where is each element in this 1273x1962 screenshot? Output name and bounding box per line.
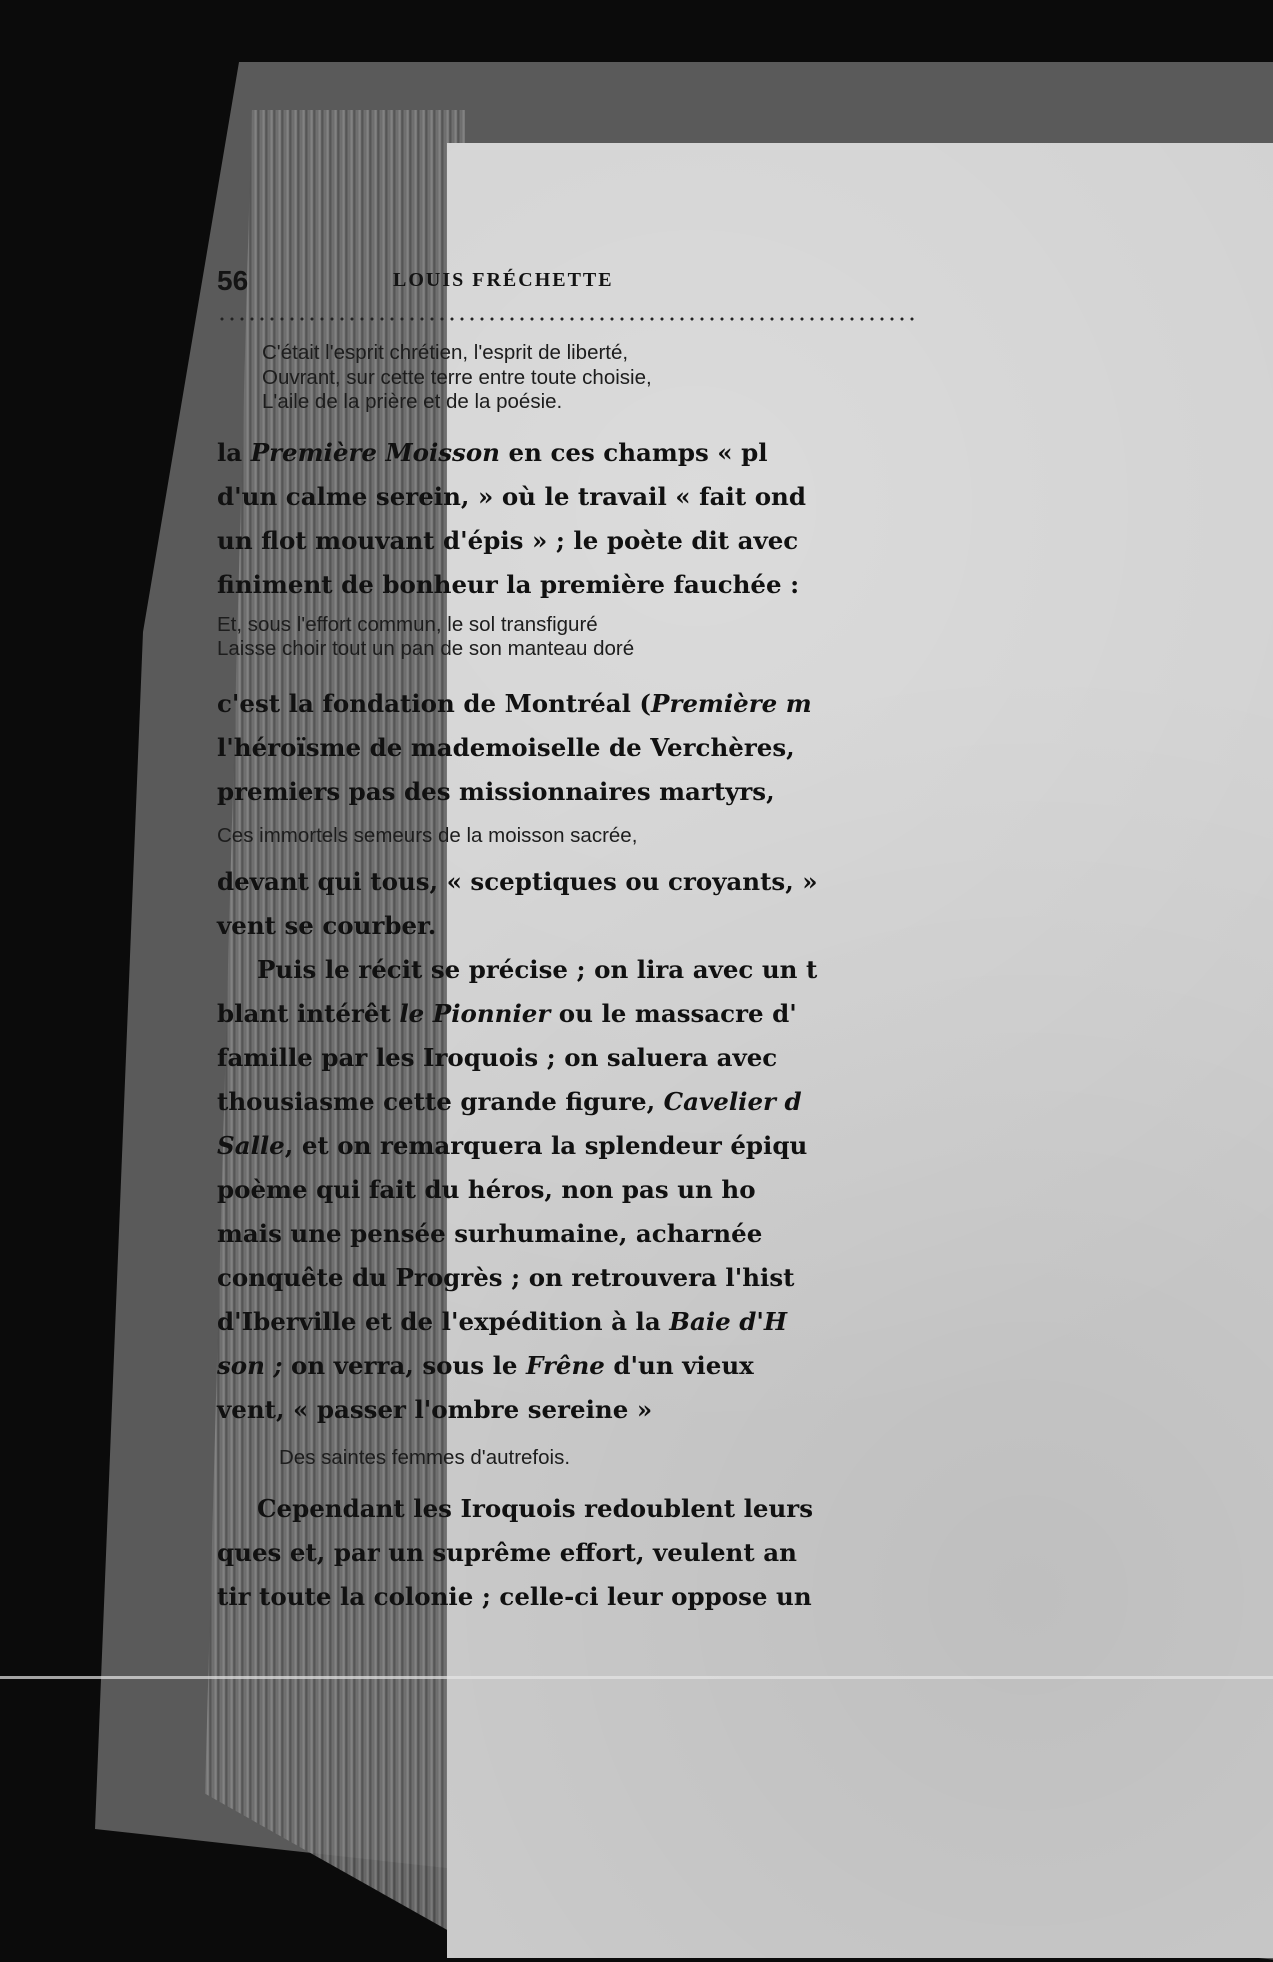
text-line [217,431,857,475]
text-segment: blant intérêt [217,999,400,1028]
text-line [217,992,857,1036]
text-segment: mais une pensée surhumaine, acharnée [217,1219,763,1248]
scan-artifact-line [0,1676,1273,1679]
verse-quote-3 [217,824,857,849]
paragraph-5 [217,1487,857,1619]
verse-line: Et, sous l'effort commun, le sol transfiguré [217,612,598,636]
text-line [217,860,857,904]
verse-quote-4 [217,1446,857,1471]
text-segment: thousiasme cette grande figure, [217,1087,664,1116]
text-segment: d'un vieux [604,1351,754,1380]
text-segment: la [217,437,251,467]
text-segment: Baie d'H [669,1307,788,1336]
text-line [217,1124,857,1168]
text-segment: Cependant les Iroquois redoublent leurs [257,1493,813,1523]
text-segment: l'héroïsme de mademoiselle de Verchères, [217,732,795,762]
text-segment: famille par les Iroquois ; on saluera avec [217,1043,778,1072]
text-segment: on verra, sous le [282,1351,527,1380]
text-line [217,1080,857,1124]
text-line [217,1487,857,1531]
text-segment: Frêne [526,1351,605,1380]
paragraph-3 [217,860,857,948]
text-segment: son ; [217,1351,283,1380]
dotted-rule [217,317,917,321]
text-line [217,563,857,607]
text-line [217,682,857,726]
text-line [217,1388,857,1432]
verse-quote-1 [217,341,857,415]
running-head: LOUIS FRÉCHETTE [393,269,614,291]
text-segment: conquête du Progrès ; on retrouvera l'hist [217,1263,795,1292]
text-segment: Cavelier d [663,1087,802,1116]
text-segment: Salle [217,1131,285,1160]
text-line [217,519,857,563]
verse-quote-2 [217,613,857,662]
text-line [217,1036,857,1080]
text-segment: ques et, par un suprême effort, veulent an [217,1537,797,1567]
text-segment: ou le massacre d' [550,999,797,1028]
text-line [217,770,857,814]
verse-line: Ouvrant, sur cette terre entre toute choisie, [262,365,652,389]
page-number: 56 [217,265,249,296]
text-line [217,1168,857,1212]
text-segment: Première m [651,688,812,718]
text-segment: Première Moisson [250,437,500,467]
text-line [217,1212,857,1256]
verse-line: L'aile de la prière et de la poésie. [262,390,563,413]
paragraph-2 [217,682,857,814]
verse-line: Des saintes femmes d'autrefois. [279,1446,571,1469]
paragraph-1 [217,431,857,607]
page-header [217,265,857,305]
text-segment: finiment de bonheur la première fauchée : [217,569,800,599]
text-segment: c'est la fondation de Montréal ( [217,688,652,718]
text-segment: d'un calme serein, » où le travail « fait ond [217,481,806,511]
text-segment: devant qui tous, « sceptiques ou croyants, » [217,867,818,896]
text-segment: d'Iberville et de l'expédition à la [217,1307,670,1336]
text-segment: vent, « passer l'ombre sereine » [217,1395,653,1424]
verse-line: Laisse choir tout un pan de son manteau doré [217,637,635,660]
text-line [217,904,857,948]
verse-line: C'était l'esprit chrétien, l'esprit de liberté, [262,341,629,364]
page-content [217,265,857,1619]
text-line [217,1300,857,1344]
text-segment: vent se courber. [217,911,437,940]
text-segment: poème qui fait du héros, non pas un ho [217,1175,756,1204]
text-line [217,1344,857,1388]
text-segment: , et on remarquera la splendeur épiqu [284,1131,808,1160]
text-line [217,726,857,770]
text-line [217,1531,857,1575]
text-line [217,1575,857,1619]
text-segment: le Pionnier [399,999,551,1028]
text-line [217,948,857,992]
text-line [217,475,857,519]
paragraph-4 [217,948,857,1432]
text-line [217,1256,857,1300]
text-segment: un flot mouvant d'épis » ; le poète dit avec [217,525,799,555]
text-segment: Puis le récit se précise ; on lira avec un t [257,955,818,984]
text-segment: premiers pas des missionnaires martyrs, [217,776,775,806]
text-segment: en ces champs « pl [500,437,768,467]
text-segment: tir toute la colonie ; celle-ci leur oppose un [217,1581,812,1611]
verse-line: Ces immortels semeurs de la moisson sacrée, [217,823,638,847]
